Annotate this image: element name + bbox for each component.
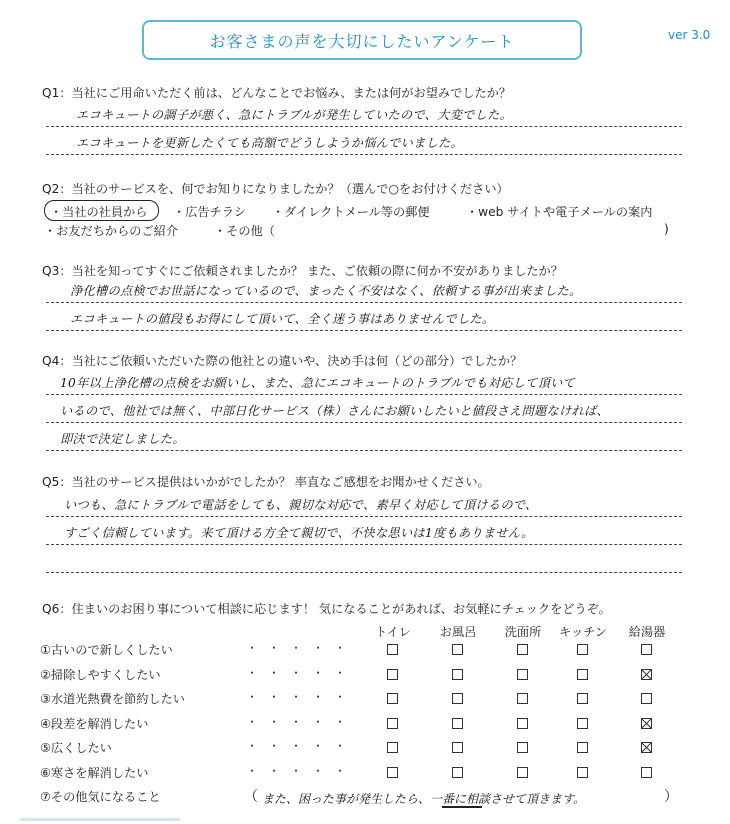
q2-option-direct-mail[interactable]: ・ダイレクトメール等の郵便 [272, 205, 430, 219]
q3-answer-line-1[interactable] [46, 278, 682, 303]
q3-answer-line-2[interactable] [46, 306, 682, 331]
checkbox-bath[interactable] [452, 767, 463, 778]
q4-question: Q4：当社にご依頼いただいた際の他社との違いや、決め手は何（どの部分）でしたか？ [42, 354, 523, 368]
row-label: ①古いので新しくしたい [40, 643, 173, 657]
q4-answer-text-3: 即決で決定しました。 [60, 432, 185, 446]
column-header-kitchen: キッチン [559, 625, 607, 639]
checkbox-kitchen[interactable] [577, 693, 588, 704]
row-label: ⑤広くしたい [40, 741, 112, 755]
checkbox-washroom[interactable] [517, 718, 528, 729]
checkbox-toilet[interactable] [387, 767, 398, 778]
other-close-paren: ） [664, 789, 678, 805]
version-label: ver 3.0 [668, 28, 711, 42]
q5-answer-line-2[interactable] [46, 520, 682, 545]
row-leader-dots: ・・・・・ [246, 665, 357, 680]
checkbox-kitchen[interactable] [577, 767, 588, 778]
checkbox-bath[interactable] [452, 693, 463, 704]
row-leader-dots: ・・・・・ [246, 739, 357, 753]
row-leader-dots: ・・・・・ [246, 641, 357, 655]
q3-answer-text-2: エコキュートの値段もお得にして頂いて、全く迷う事はありませんでした。 [70, 312, 495, 326]
q5-answer-text-2: すごく信頼しています。来て頂ける方全て親切で、不快な思いは1度もありません。 [64, 526, 534, 540]
q6-question: Q6：住まいのお困り事について相談に応じます！ 気になることがあれば、お気軽にチェックをどうぞ。 [42, 602, 611, 616]
q4-answer-line-2[interactable] [46, 398, 682, 423]
q4-answer-line-3[interactable] [46, 426, 682, 451]
checkbox-kitchen[interactable] [577, 669, 588, 680]
q1-answer-line-2[interactable] [46, 130, 682, 155]
q3-question: Q3：当社を知ってすぐにご依頼されましたか？ また、ご依頼の際に何か不安がありましたか？ [42, 264, 563, 278]
checkbox-kitchen[interactable] [577, 644, 588, 655]
checkbox-water-heater[interactable] [641, 669, 652, 680]
row-leader-dots: ・・・・・ [246, 690, 357, 704]
checkbox-kitchen[interactable] [577, 718, 588, 729]
row-leader-dots: ・・・・・ [246, 714, 357, 729]
row-leader-dots: ・・・・・ [246, 763, 357, 778]
row-label: ⑥寒さを解消したい [40, 765, 149, 780]
handwritten-underline [442, 806, 482, 808]
checkbox-water-heater[interactable] [641, 718, 652, 729]
q1-answer-text-1: エコキュートの調子が悪く、急にトラブルが発生していたので、大変でした。 [76, 108, 513, 122]
q2-option-flyer[interactable]: ・広告チラシ [173, 205, 247, 219]
checkbox-washroom[interactable] [517, 742, 528, 753]
checkbox-toilet[interactable] [387, 742, 398, 753]
checkbox-washroom[interactable] [517, 767, 528, 778]
checkbox-water-heater[interactable] [641, 742, 652, 753]
q3-answer-text-1: 浄化槽の点検でお世話になっているので、まったく不安はなく、依頼する事が出来ました。 [70, 284, 582, 298]
q2-option-staff[interactable]: ・当社の社員から [50, 205, 148, 219]
q5-question: Q5：当社のサービス提供はいかがでしたか？ 率直なご感想をお聞かせください。 [42, 475, 490, 489]
other-answer-text[interactable]: また、困った事が発生したら、一番に相談させて頂きます。 [262, 792, 586, 806]
other-open-paren: （ [244, 789, 258, 805]
q1-question: Q1：当社にご用命いただく前は、どんなことでお悩み、または何がお望みでしたか？ [42, 86, 512, 100]
column-header-toilet: トイレ [375, 625, 411, 639]
checkbox-washroom[interactable] [517, 693, 528, 704]
survey-title: お客さまの声を大切にしたいアンケート [142, 20, 582, 60]
column-header-bath: お風呂 [439, 625, 477, 639]
checkbox-water-heater[interactable] [641, 644, 652, 655]
checkbox-water-heater[interactable] [641, 693, 652, 704]
row-label-other: ⑦その他気になること [40, 790, 161, 804]
q4-answer-text-1: 10年以上浄化槽の点検をお願いし、また、急にエコキュートのトラブルでも対応して頂いて [60, 376, 576, 390]
checkbox-bath[interactable] [452, 644, 463, 655]
q2-option-other-close: ) [664, 222, 669, 236]
row-label: ③水道光熱費を節約したい [40, 692, 185, 706]
checkbox-washroom[interactable] [517, 644, 528, 655]
checkbox-kitchen[interactable] [577, 742, 588, 753]
q5-answer-line-3[interactable] [46, 548, 682, 573]
q4-answer-line-1[interactable] [46, 370, 682, 395]
checkbox-bath[interactable] [452, 742, 463, 753]
row-label: ④段差を解消したい [40, 716, 149, 731]
q1-answer-line-1[interactable] [46, 102, 682, 127]
checkbox-toilet[interactable] [387, 693, 398, 704]
q1-answer-text-2: エコキュートを更新したくても高額でどうしようか悩んでいました。 [76, 136, 464, 150]
q2-option-other[interactable]: ・その他（ [214, 224, 275, 238]
checkbox-water-heater[interactable] [641, 767, 652, 778]
q2-option-friends[interactable]: ・お友だちからのご紹介 [44, 224, 179, 238]
q5-answer-line-1[interactable] [46, 492, 682, 517]
checkbox-toilet[interactable] [387, 669, 398, 680]
row-label: ②掃除しやすくしたい [40, 667, 161, 682]
q2-question: Q2：当社のサービスを、何でお知りになりましたか？（選んで○をお付けください） [42, 182, 509, 196]
checkbox-toilet[interactable] [387, 644, 398, 655]
q4-answer-text-2: いるので、他社では無く、中部日化サービス（株）さんにお願いしたいと値段さえ問題なければ、 [60, 404, 609, 418]
checkbox-bath[interactable] [452, 669, 463, 680]
checkbox-washroom[interactable] [517, 669, 528, 680]
column-header-water-heater: 給湯器 [628, 625, 666, 639]
q2-option-web[interactable]: ・web サイトや電子メールの案内 [466, 205, 653, 219]
checkbox-toilet[interactable] [387, 718, 398, 729]
column-header-washroom: 洗面所 [504, 625, 542, 639]
checkbox-bath[interactable] [452, 718, 463, 729]
q5-answer-text-1: いつも、急にトラブルで電話をしても、親切な対応で、素早く対応して頂けるので、 [64, 498, 538, 512]
footer-accent-line [20, 818, 180, 821]
